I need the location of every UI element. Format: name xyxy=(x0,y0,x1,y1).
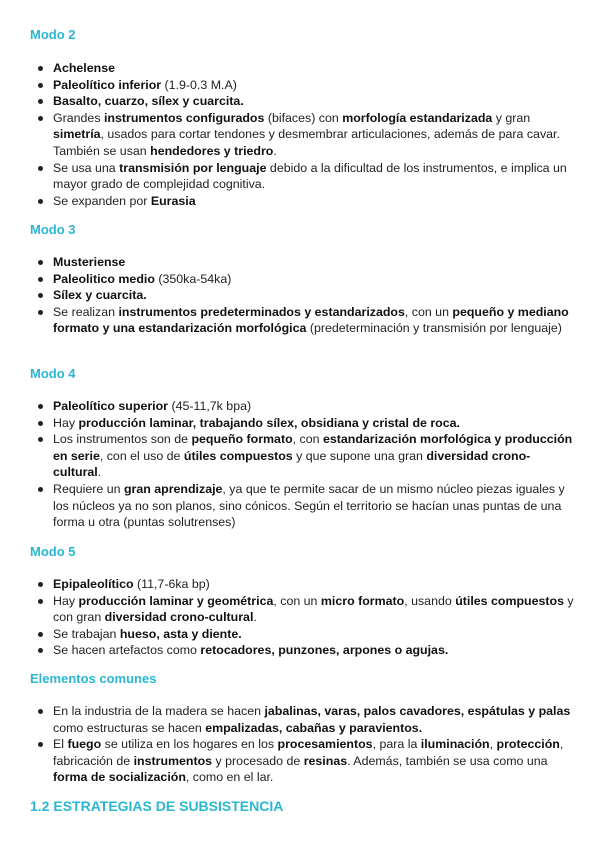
bullet-icon xyxy=(38,260,43,265)
bullet-icon xyxy=(38,310,43,315)
modo-2-list xyxy=(0,60,600,209)
bullet-icon xyxy=(38,632,43,637)
list-item: Sílex y cuarcita. xyxy=(0,287,600,304)
bullet-icon xyxy=(38,277,43,282)
bullet-icon xyxy=(38,199,43,204)
list-item: Se trabajan hueso, asta y diente. xyxy=(0,626,600,643)
heading-modo-4: Modo 4 xyxy=(30,366,76,381)
bullet-icon xyxy=(38,116,43,121)
list-item: Paleolitico medio (350ka-54ka) xyxy=(0,271,600,288)
list-item: Musteriense xyxy=(0,254,600,271)
list-item: Se realizan instrumentos predeterminados y estandarizados, con un pequeño y mediano formato y una estandarización morfológica (predeterminación y transmisión por lenguaje) xyxy=(0,304,600,337)
bullet-icon xyxy=(38,437,43,442)
modo-5-list xyxy=(0,576,600,659)
elementos-comunes-list xyxy=(0,703,600,786)
list-item: Requiere un gran aprendizaje, ya que te permite sacar de un mismo núcleo piezas iguales y los núcleos ya no son planos, sino cónicos. Según el territorio se hacían unas puntas de una forma u otra (puntas solutrenses) xyxy=(0,481,600,531)
list-item: Hay producción laminar y geométrica, con un micro formato, usando útiles compuestos y con gran diversidad crono-cultural. xyxy=(0,593,600,626)
heading-modo-2: Modo 2 xyxy=(30,27,76,42)
bullet-icon xyxy=(38,404,43,409)
heading-elementos-comunes: Elementos comunes xyxy=(30,671,157,686)
modo-4-list xyxy=(0,398,600,531)
list-item: Grandes instrumentos configurados (bifaces) con morfología estandarizada y gran simetría, usados para cortar tendones y desmembrar articulaciones, además de para cavar. También se usan hendedores y triedro. xyxy=(0,110,600,160)
bullet-icon xyxy=(38,293,43,298)
bullet-icon xyxy=(38,166,43,171)
list-item: Los instrumentos son de pequeño formato, con estandarización morfológica y producción en serie, con el uso de útiles compuestos y que supone una gran diversidad crono-cultural. xyxy=(0,431,600,481)
list-item: En la industria de la madera se hacen jabalinas, varas, palos cavadores, espátulas y palas como estructuras se hacen empalizadas, cabañas y paravientos. xyxy=(0,703,600,736)
list-item: El fuego se utiliza en los hogares en los procesamientos, para la iluminación, protección, fabricación de instrumentos y procesado de resinas. Además, también se usa como una forma de socialización, como en el lar. xyxy=(0,736,600,786)
heading-modo-3: Modo 3 xyxy=(30,222,76,237)
bullet-icon xyxy=(38,66,43,71)
list-item: Epipaleolítico (11,7-6ka bp) xyxy=(0,576,600,593)
list-item: Achelense xyxy=(0,60,600,77)
bullet-icon xyxy=(38,83,43,88)
bullet-icon xyxy=(38,599,43,604)
section-title: 1.2 ESTRATEGIAS DE SUBSISTENCIA xyxy=(30,798,284,814)
list-item: Se hacen artefactos como retocadores, punzones, arpones o agujas. xyxy=(0,642,600,659)
list-item: Hay producción laminar, trabajando sílex, obsidiana y cristal de roca. xyxy=(0,415,600,432)
bullet-icon xyxy=(38,487,43,492)
bullet-icon xyxy=(38,709,43,714)
heading-modo-5: Modo 5 xyxy=(30,544,76,559)
list-item: Basalto, cuarzo, sílex y cuarcita. xyxy=(0,93,600,110)
list-item: Paleolítico superior (45-11,7k bpa) xyxy=(0,398,600,415)
bullet-icon xyxy=(38,582,43,587)
bullet-icon xyxy=(38,421,43,426)
list-item: Se expanden por Eurasia xyxy=(0,193,600,210)
list-item: Paleolítico inferior (1.9-0.3 M.A) xyxy=(0,77,600,94)
bullet-icon xyxy=(38,648,43,653)
list-item: Se usa una transmisión por lenguaje debido a la dificultad de los instrumentos, e implica un mayor grado de complejidad cognitiva. xyxy=(0,160,600,193)
bullet-icon xyxy=(38,742,43,747)
modo-3-list xyxy=(0,254,600,337)
bullet-icon xyxy=(38,99,43,104)
